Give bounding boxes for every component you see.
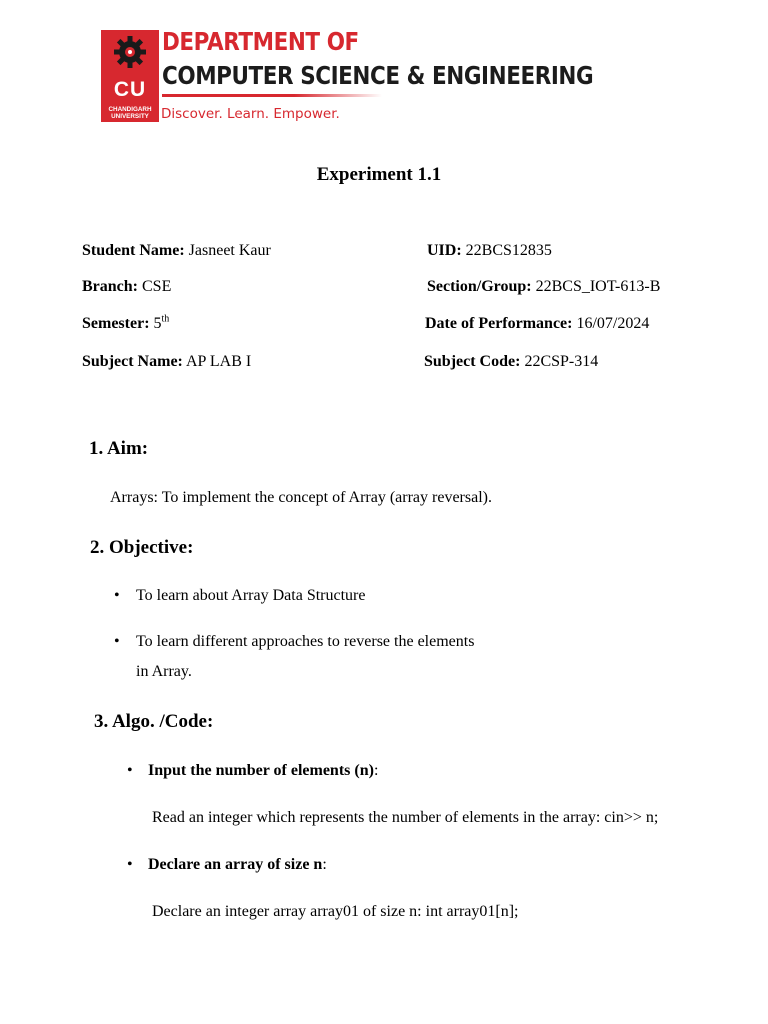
objective-item-2-line1: To learn different approaches to reverse the elements <box>136 633 475 650</box>
uid-field <box>427 242 552 260</box>
student-name-value: Jasneet Kaur <box>188 242 271 259</box>
department-title-line1: DEPARTMENT OF <box>162 27 359 56</box>
algo-heading: 3. Algo. /Code: <box>94 711 214 732</box>
bullet-dot: • <box>127 762 133 779</box>
branch-field <box>82 278 171 296</box>
semester-suffix: th <box>161 313 170 325</box>
semester-field <box>82 315 169 333</box>
step1-title-text: Input the number of elements (n) <box>148 762 374 779</box>
tagline: Discover. Learn. Empower. <box>161 106 340 122</box>
university-logo <box>101 30 159 122</box>
bullet-dot: • <box>127 856 133 873</box>
step1-colon: : <box>373 762 379 779</box>
semester-value: 5 <box>153 315 162 332</box>
date-label: Date of Performance: <box>425 315 573 332</box>
subject-name-field <box>82 353 251 371</box>
subject-name-label: Subject Name: <box>82 353 183 370</box>
header-divider <box>162 94 382 97</box>
bullet-dot: • <box>114 633 120 650</box>
objective-item-1: To learn about Array Data Structure <box>136 587 366 604</box>
section-value: 22BCS_IOT-613-B <box>535 278 661 295</box>
experiment-title: Experiment 1.1 <box>316 164 442 185</box>
bullet-dot: • <box>114 587 120 604</box>
subject-code-label: Subject Code: <box>424 353 521 370</box>
aim-heading: 1. Aim: <box>89 438 149 459</box>
date-field <box>425 315 649 333</box>
department-title-line2: COMPUTER SCIENCE & ENGINEERING <box>162 61 594 90</box>
aim-text: Arrays: To implement the concept of Array (array reversal). <box>110 489 492 506</box>
branch-label: Branch: <box>82 278 138 295</box>
step2-title-text: Declare an array of size n <box>148 856 323 873</box>
step1-title <box>148 762 378 780</box>
logo-university-name: CHANDIGARH UNIVERSITY <box>108 106 152 120</box>
branch-value: CSE <box>142 278 172 295</box>
step1-text: Read an integer which represents the number of elements in the array: cin>> n; <box>152 809 659 826</box>
uid-value: 22BCS12835 <box>465 242 552 259</box>
student-name-field <box>82 242 271 260</box>
step2-colon: : <box>322 856 327 873</box>
subject-code-value: 22CSP-314 <box>524 353 599 370</box>
step2-text: Declare an integer array array01 of size n: int array01[n]; <box>152 903 519 920</box>
step2-title <box>148 856 327 874</box>
objective-heading: 2. Objective: <box>90 537 194 558</box>
subject-name-value: AP LAB I <box>186 353 252 370</box>
objective-item-2-line2: in Array. <box>136 663 192 680</box>
subject-code-field <box>424 353 598 371</box>
section-field <box>427 278 660 296</box>
gear-emblem-icon <box>101 30 159 78</box>
semester-label: Semester: <box>82 315 150 332</box>
uid-label: UID: <box>427 242 462 259</box>
logo-initials: CU <box>113 78 147 101</box>
section-label: Section/Group: <box>427 278 532 295</box>
date-value: 16/07/2024 <box>576 315 650 332</box>
student-name-label: Student Name: <box>82 242 185 259</box>
